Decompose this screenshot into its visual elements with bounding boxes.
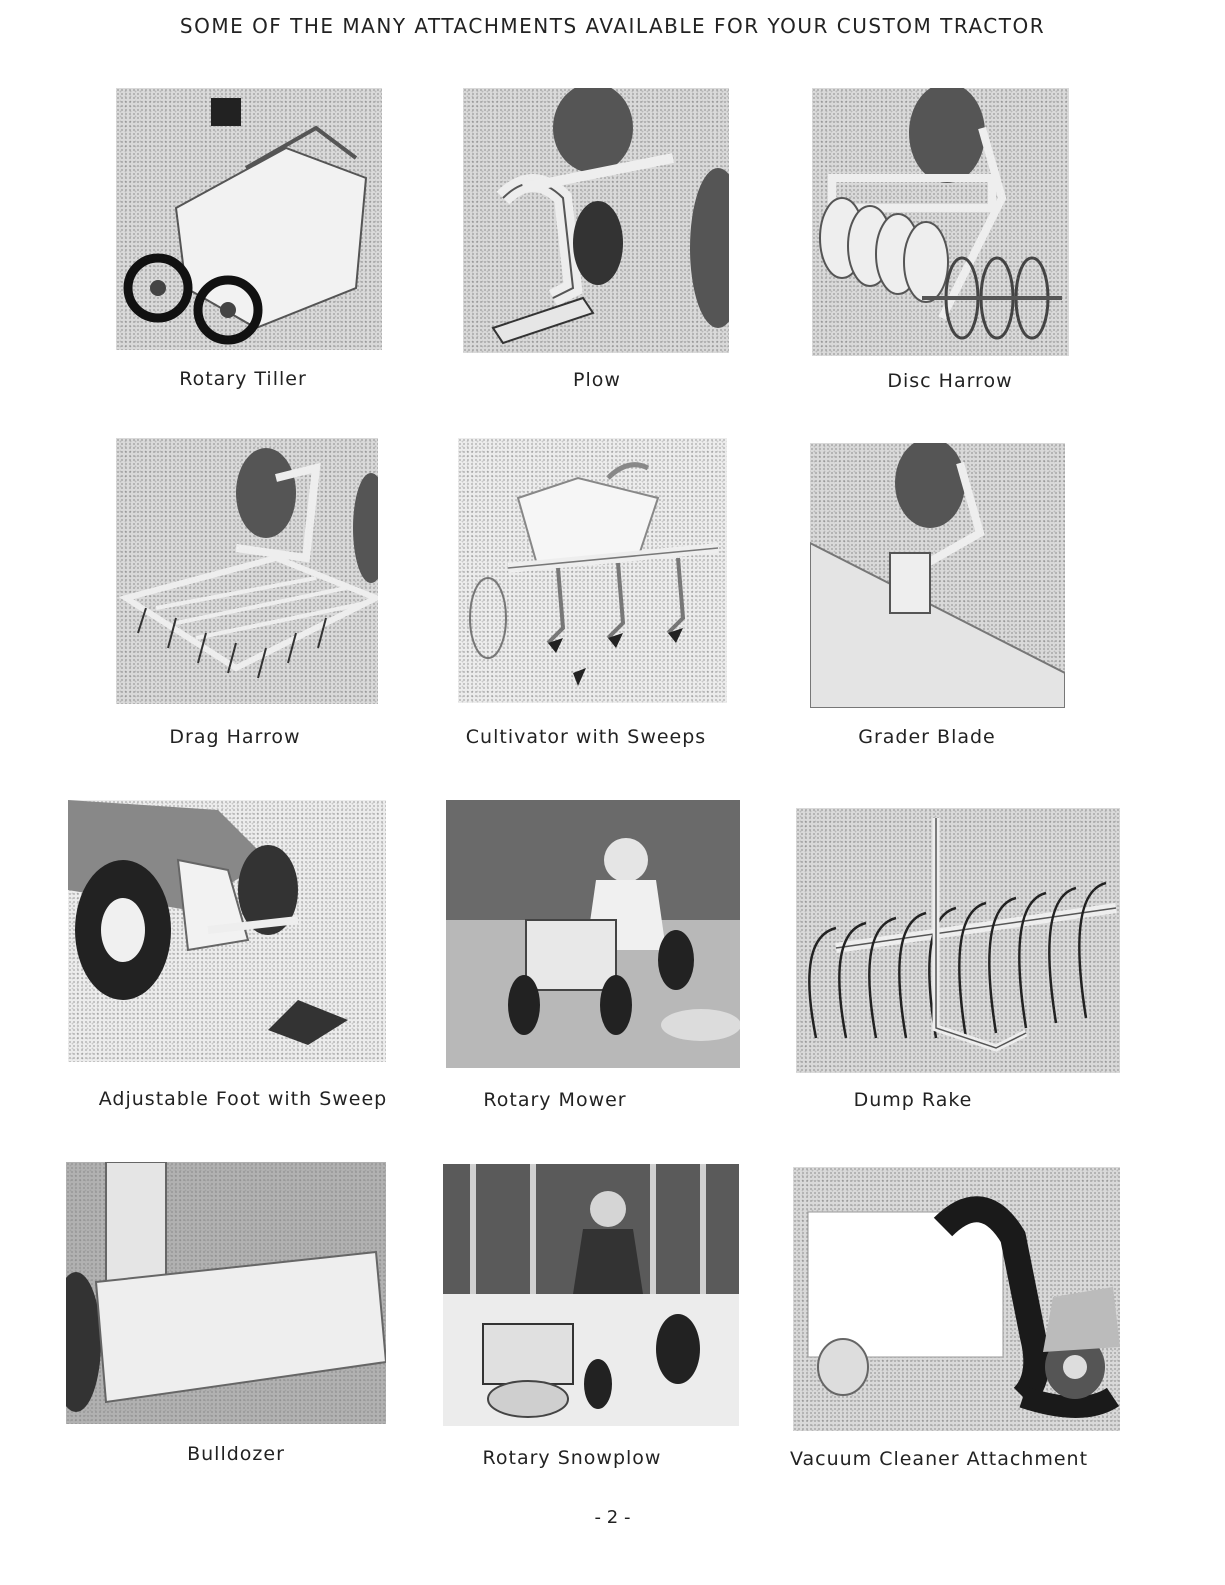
bulldozer-photo bbox=[66, 1162, 386, 1424]
caption-drag-harrow: Drag Harrow bbox=[169, 726, 301, 748]
rotary-snowplow-photo bbox=[443, 1164, 739, 1426]
rotary-mower-photo bbox=[446, 800, 740, 1068]
page-title: SOME OF THE MANY ATTACHMENTS AVAILABLE FOR YOUR CUSTOM TRACTOR bbox=[179, 14, 1046, 38]
caption-bulldozer: Bulldozer bbox=[187, 1443, 285, 1465]
grader-blade-photo bbox=[810, 443, 1065, 708]
caption-adjustable-foot: Adjustable Foot with Sweep bbox=[98, 1088, 388, 1110]
dump-rake-photo bbox=[796, 808, 1120, 1073]
adjustable-foot-photo bbox=[68, 800, 386, 1062]
plow-illustration bbox=[463, 88, 729, 353]
bulldozer-illustration bbox=[66, 1162, 386, 1424]
vacuum-cleaner-illustration bbox=[793, 1167, 1120, 1431]
cultivator-illustration bbox=[458, 438, 727, 703]
caption-rotary-snowplow: Rotary Snowplow bbox=[482, 1447, 662, 1469]
dump-rake-illustration bbox=[796, 808, 1120, 1073]
rotary-tiller-photo bbox=[116, 88, 382, 350]
disc-harrow-illustration bbox=[812, 88, 1069, 356]
grader-blade-illustration bbox=[810, 443, 1065, 708]
rotary-tiller-illustration bbox=[116, 88, 382, 350]
caption-dump-rake: Dump Rake bbox=[853, 1089, 973, 1111]
caption-rotary-tiller: Rotary Tiller bbox=[179, 368, 307, 390]
rotary-snowplow-illustration bbox=[443, 1164, 739, 1426]
caption-rotary-mower: Rotary Mower bbox=[483, 1089, 627, 1111]
cultivator-photo bbox=[458, 438, 727, 703]
rotary-mower-illustration bbox=[446, 800, 740, 1068]
caption-disc-harrow: Disc Harrow bbox=[887, 370, 1013, 392]
page-number: - 2 - bbox=[594, 1507, 631, 1528]
caption-cultivator: Cultivator with Sweeps bbox=[465, 726, 707, 748]
plow-photo bbox=[463, 88, 729, 353]
adjustable-foot-illustration bbox=[68, 800, 386, 1062]
caption-plow: Plow bbox=[573, 369, 621, 391]
caption-vacuum-cleaner: Vacuum Cleaner Attachment bbox=[789, 1448, 1089, 1470]
caption-grader-blade: Grader Blade bbox=[858, 726, 996, 748]
vacuum-cleaner-photo bbox=[793, 1167, 1120, 1431]
disc-harrow-photo bbox=[812, 88, 1069, 356]
drag-harrow-photo bbox=[116, 438, 378, 704]
drag-harrow-illustration bbox=[116, 438, 378, 704]
